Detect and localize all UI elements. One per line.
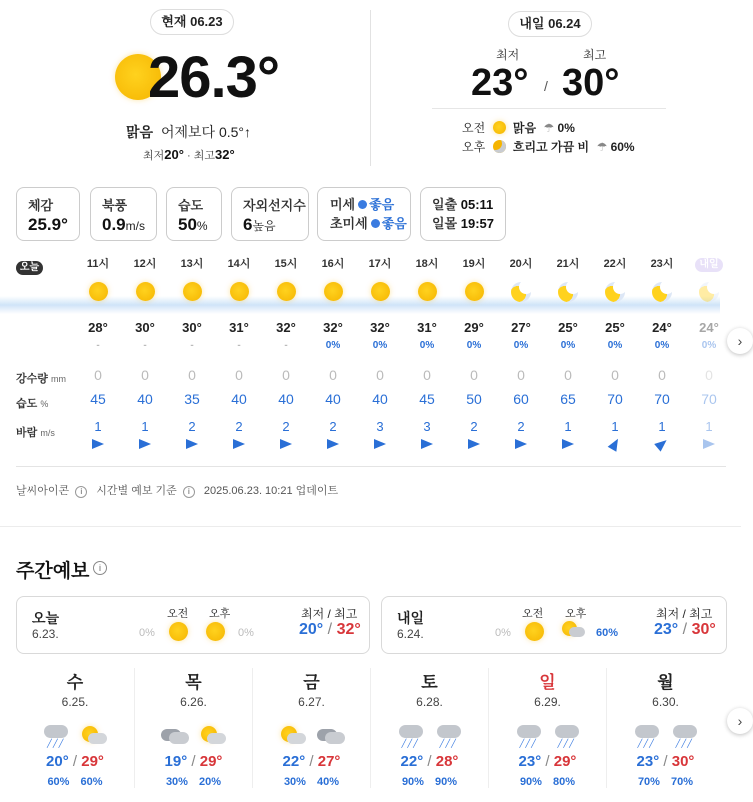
chevron-right-icon: › [737, 713, 743, 729]
divider [16, 466, 726, 467]
hour-pop: 0% [372, 340, 388, 351]
weekday-label: 수 [66, 673, 84, 692]
hour-rain: 0 [376, 367, 384, 383]
weekday-date: 6.25. [61, 695, 89, 709]
hour-label: 22시 [603, 258, 627, 270]
hour-rain: 0 [611, 367, 619, 383]
hour-label: 21시 [556, 258, 580, 270]
hour-column [592, 256, 638, 456]
tomorrow-max-label: 최고 [583, 48, 607, 62]
hour-pop: 0% [607, 340, 623, 351]
hour-wind: 2 [188, 419, 196, 434]
chip-unit: m/s [125, 219, 145, 233]
hour-humidity: 40 [325, 391, 341, 407]
weekly-title: 주간예보 [16, 561, 90, 582]
sunset-label: 일몰 [432, 216, 458, 231]
hour-column [498, 256, 544, 456]
hour-wind: 3 [376, 419, 384, 434]
hour-wind: 3 [423, 419, 431, 434]
hour-humidity: 65 [560, 391, 576, 407]
weekly-today-card[interactable]: 오늘 6.23. 오전 오후 0% 0% 최저 / 최고 20° / 32° [16, 596, 370, 654]
moon-icon [511, 282, 531, 302]
hour-temp: 32° [276, 320, 296, 335]
hour-rain: 0 [141, 367, 149, 383]
tomorrow-max: 30° [562, 62, 620, 104]
weekly-day-column[interactable]: 토 6.28. ╱╱╱ ╱╱╱ 22° / 28° 90% 90% [370, 668, 488, 788]
ultrafine-dust-label: 초미세 [330, 216, 368, 231]
range-label: 최저 / 최고 [301, 607, 358, 621]
info-chip-0[interactable] [16, 187, 80, 241]
tomorrow-min: 23° [471, 62, 529, 104]
weekly-day-column[interactable]: 목 6.26. 19° / 29° 30% 20% [134, 668, 252, 788]
wind-direction-icon [374, 439, 386, 449]
sun-icon [465, 282, 484, 301]
hour-column [639, 256, 685, 456]
pm-pop: 0% [238, 627, 254, 639]
hour-pop: - [284, 340, 288, 351]
hour-wind: 1 [94, 419, 102, 434]
sun-icon [206, 622, 225, 641]
chip-value: 0.9 [102, 215, 126, 234]
chip-title: 자외선지수 [243, 198, 306, 213]
hour-temp: 32° [323, 320, 343, 335]
hour-label: 13시 [180, 258, 204, 270]
am-label: 오전 [462, 121, 486, 135]
max-label: 최고 [193, 150, 215, 162]
humidity-row-label: 습도 % [16, 398, 49, 410]
chip-unit: 높음 [252, 219, 276, 233]
hour-label: 19시 [462, 258, 486, 270]
weekday-date: 6.28. [416, 695, 443, 709]
info-chip-2[interactable] [166, 187, 222, 241]
update-time: 2025.06.23. 10:21 업데이트 [203, 485, 339, 497]
hour-temp: 27° [511, 320, 531, 335]
pm-condition: 흐리고 가끔 비 [512, 140, 590, 154]
status-dot-icon [371, 219, 380, 228]
hour-pop: 0% [513, 340, 529, 351]
rain-icon: ╱╱╱ [633, 723, 661, 749]
wind-direction-icon [139, 439, 151, 449]
hour-pop: 0% [560, 340, 576, 351]
moon-icon [652, 282, 672, 302]
am-label: 오전 [522, 608, 544, 620]
hour-humidity: 40 [278, 391, 294, 407]
hour-humidity: 40 [372, 391, 388, 407]
week-min: 20° [46, 753, 69, 770]
slash: / [544, 78, 548, 94]
sunrise-label: 일출 [432, 197, 458, 212]
week-min: 23° [654, 621, 679, 638]
hour-wind: 1 [611, 419, 619, 434]
forecast-basis: 시간별 예보 기준 [96, 485, 177, 497]
hour-wind: 2 [329, 419, 337, 434]
date-label: 6.23. [32, 627, 59, 641]
hour-rain: 0 [517, 367, 525, 383]
am-label: 오전 [167, 608, 189, 620]
info-chip-1[interactable] [90, 187, 157, 241]
current-summary [126, 122, 251, 142]
rain-icon: ╱╱╱ [671, 723, 699, 749]
pm-pop: 90% [435, 776, 458, 788]
hour-temp: 24° [652, 320, 672, 335]
umbrella-icon: ☂ [543, 121, 555, 135]
sun-icon [183, 282, 202, 301]
hour-column [357, 256, 403, 456]
hour-humidity: 40 [231, 391, 247, 407]
chip-title: 습도 [178, 198, 204, 213]
moon-icon [605, 282, 625, 302]
week-min: 19° [164, 753, 188, 770]
hour-wind: 2 [282, 419, 290, 434]
current-condition: 맑음 [126, 124, 154, 140]
sun-icon [525, 622, 544, 641]
pm-pop: 70% [671, 776, 694, 788]
current-temperature: 26.3° [148, 45, 280, 110]
weekday-date: 6.29. [534, 695, 561, 709]
hour-temp: 25° [558, 320, 578, 335]
info-icon[interactable]: i [75, 486, 87, 498]
cloudy-icon [161, 723, 189, 749]
min-label: 최저 [143, 150, 165, 162]
hour-rain: 0 [423, 367, 431, 383]
hour-column [545, 256, 591, 456]
partly-sunny-icon [279, 723, 307, 749]
sun-icon [493, 121, 506, 134]
hour-column [310, 256, 356, 456]
cloudy-icon [317, 723, 345, 749]
chip-value: 25.9° [28, 215, 68, 234]
today-min: 20° [164, 147, 184, 162]
today-max: 32° [214, 147, 235, 162]
hour-rain: 0 [235, 367, 243, 383]
hour-temp: 28° [88, 320, 108, 335]
hour-temp: 32° [370, 320, 390, 335]
weekday-label: 목 [185, 673, 202, 692]
hour-column [75, 256, 121, 456]
weekly-next-button[interactable] [727, 708, 753, 734]
hour-humidity: 70 [701, 391, 717, 407]
hour-pop: - [190, 340, 194, 351]
rain-icon: ╱╱╱ [515, 723, 543, 749]
am-pop: 60% [47, 776, 70, 788]
hour-rain: 0 [188, 367, 196, 383]
hour-temp: 25° [605, 320, 625, 335]
hour-temp: 31° [417, 320, 437, 335]
chip-value: 50 [178, 215, 197, 234]
moon-icon [558, 282, 578, 302]
sun-icon [324, 282, 343, 301]
sunrise-time: 05:11 [460, 197, 494, 212]
hour-column [122, 256, 168, 456]
wind-direction-icon [280, 439, 292, 449]
hour-humidity: 40 [137, 391, 153, 407]
hour-label: 18시 [415, 258, 439, 270]
hour-rain: 0 [329, 367, 337, 383]
wind-direction-icon [421, 439, 433, 449]
sun-icon [169, 622, 188, 641]
day-label: 내일 [397, 610, 425, 626]
wind-direction-icon [703, 439, 715, 449]
hour-label: 11시 [86, 258, 110, 270]
update-info [16, 482, 338, 498]
hour-temp: 30° [135, 320, 155, 335]
tomorrow-date-pill: 내일 06.24 [508, 11, 592, 37]
hour-pop: - [237, 340, 241, 351]
am-pop: 30% [165, 776, 188, 788]
partly-cloudy-rain-icon [562, 619, 586, 643]
wind-row-label: 바람 m/s [16, 427, 55, 439]
rain-icon: ╱╱╱ [42, 723, 70, 749]
weekday-label: 일 [539, 673, 556, 692]
week-min: 20° [299, 621, 324, 638]
wind-direction-icon [515, 439, 527, 449]
week-min: 23° [636, 753, 660, 770]
week-min: 23° [518, 753, 542, 770]
hour-humidity: 50 [466, 391, 482, 407]
am-pop: 0% [495, 627, 511, 639]
hour-label: 16시 [321, 258, 345, 270]
hour-temp: 31° [229, 320, 249, 335]
partly-sunny-icon [199, 723, 227, 749]
moon-icon [699, 282, 719, 302]
pm-pop: 80% [553, 776, 576, 788]
sun-icon [418, 282, 437, 301]
hour-humidity: 70 [654, 391, 670, 407]
hour-wind: 1 [705, 419, 713, 434]
am-pop: 70% [637, 776, 660, 788]
info-icon[interactable]: i [93, 561, 107, 575]
hourly-next-button[interactable] [727, 328, 753, 354]
hour-rain: 0 [705, 367, 713, 383]
hour-label: 17시 [368, 258, 392, 270]
hour-rain: 0 [658, 367, 666, 383]
week-max: 28° [435, 753, 459, 770]
pm-pop: 40% [317, 776, 340, 788]
sun-icon [371, 282, 390, 301]
sunset-time: 19:57 [460, 216, 494, 231]
current-date-pill: 현재 06.23 [150, 9, 234, 35]
hour-wind: 1 [564, 419, 572, 434]
status-dot-icon [358, 200, 367, 209]
hour-wind: 2 [470, 419, 478, 434]
fine-dust-value: 좋음 [369, 197, 395, 212]
hour-column [686, 256, 732, 456]
hour-column [216, 256, 262, 456]
tomorrow-am [462, 118, 575, 138]
hour-label: 20시 [509, 258, 533, 270]
sun-icon [89, 282, 108, 301]
hour-rain: 0 [564, 367, 572, 383]
hour-wind: 2 [235, 419, 243, 434]
sunrise-sunset-chip[interactable] [420, 187, 506, 241]
hour-pop: 0% [466, 340, 482, 351]
fine-dust-label: 미세 [330, 197, 356, 212]
pm-label: 오후 [565, 608, 587, 620]
hour-wind: 2 [517, 419, 525, 434]
today-badge: 오늘 [16, 261, 43, 275]
hour-column [169, 256, 215, 456]
chip-title: 체감 [28, 198, 54, 213]
dust-chip[interactable] [317, 187, 411, 241]
pm-pop: 60% [80, 776, 103, 788]
date-label: 6.24. [397, 627, 424, 641]
am-condition: 맑음 [512, 121, 537, 135]
range-label: 최저 / 최고 [656, 607, 713, 621]
hour-pop: - [143, 340, 147, 351]
hour-pop: 0% [419, 340, 435, 351]
hour-temp: 29° [464, 320, 484, 335]
weather-icon-guide[interactable]: 날씨아이콘 [16, 485, 70, 497]
am-pop: 90% [519, 776, 542, 788]
rain-icon: ╱╱╱ [397, 723, 425, 749]
wind-direction-icon [468, 439, 480, 449]
tomorrow-pm [462, 137, 635, 157]
wind-direction-icon [654, 436, 670, 451]
week-max: 29° [199, 753, 223, 770]
chip-unit: % [196, 219, 208, 233]
chip-value: 6 [243, 215, 253, 234]
wind-direction-icon [233, 439, 245, 449]
chevron-right-icon: › [737, 333, 743, 349]
hour-pop: 0% [654, 340, 670, 351]
hour-label: 14시 [227, 258, 251, 270]
hour-rain: 0 [94, 367, 102, 383]
yesterday-compare: 어제보다 0.5°↑ [160, 124, 251, 140]
divider [432, 108, 666, 109]
hour-rain: 0 [470, 367, 478, 383]
am-pop: 0% [139, 627, 155, 639]
weekday-label: 금 [303, 673, 320, 692]
hour-humidity: 35 [184, 391, 200, 407]
week-max: 32° [336, 621, 361, 638]
weekly-day-column[interactable]: 월 6.30. ╱╱╱ ╱╱╱ 23° / 30° 70% 70% [606, 668, 724, 788]
am-pop: 90% [401, 776, 424, 788]
info-icon[interactable]: i [183, 486, 195, 498]
hour-humidity: 70 [607, 391, 623, 407]
hour-column [404, 256, 450, 456]
chip-title: 북풍 [102, 198, 128, 213]
week-min: 22° [400, 753, 424, 770]
hour-label: 15시 [274, 258, 298, 270]
hour-column [263, 256, 309, 456]
hour-column [451, 256, 497, 456]
today-min-max: 최저20° · 최고32° [143, 147, 235, 162]
wind-direction-icon [186, 439, 198, 449]
wind-direction-icon [92, 439, 104, 449]
ultrafine-dust-value: 좋음 [381, 216, 407, 231]
hour-humidity: 45 [419, 391, 435, 407]
week-max: 27° [317, 753, 341, 770]
am-rain: 0% [557, 121, 575, 135]
wind-direction-icon [608, 436, 623, 451]
hour-humidity: 45 [90, 391, 106, 407]
week-max: 29° [553, 753, 577, 770]
weekday-date: 6.30. [652, 695, 679, 709]
week-max: 30° [671, 753, 695, 770]
divider [370, 10, 371, 166]
week-max: 30° [691, 621, 716, 638]
hour-wind: 1 [658, 419, 666, 434]
week-min: 22° [282, 753, 306, 770]
hour-label: 12시 [133, 258, 157, 270]
sun-icon [277, 282, 296, 301]
pm-pop: 60% [596, 627, 619, 639]
tomorrow-badge: 내일 [695, 258, 722, 272]
wind-direction-icon [327, 439, 339, 449]
week-max: 29° [81, 753, 104, 770]
weekday-date: 6.27. [298, 695, 325, 709]
pm-label: 오후 [209, 608, 231, 620]
partly-sunny-icon [80, 723, 108, 749]
weekly-day-column[interactable]: 수 6.25. ╱╱╱ 20° / 29° 60% 60% [16, 668, 134, 788]
partly-cloudy-icon [493, 140, 506, 153]
weekday-label: 월 [657, 673, 674, 692]
hour-humidity: 60 [513, 391, 529, 407]
pm-label: 오후 [462, 140, 486, 154]
weekly-day-column[interactable]: 금 6.27. 22° / 27° 30% 40% [252, 668, 370, 788]
weekly-day-column[interactable]: 일 6.29. ╱╱╱ ╱╱╱ 23° / 29° 90% 80% [488, 668, 606, 788]
tomorrow-min-label: 최저 [496, 48, 520, 62]
pm-pop: 20% [199, 776, 222, 788]
info-chip-3[interactable] [231, 187, 309, 241]
wind-direction-icon [562, 439, 574, 449]
rain-icon: ╱╱╱ [435, 723, 463, 749]
hour-rain: 0 [282, 367, 290, 383]
hour-pop: 0% [701, 340, 717, 351]
weekday-label: 토 [421, 673, 438, 692]
hour-pop: 0% [325, 340, 341, 351]
pm-rain: 60% [610, 140, 635, 154]
rain-icon: ╱╱╱ [553, 723, 581, 749]
am-pop: 30% [283, 776, 306, 788]
weekday-date: 6.26. [180, 695, 207, 709]
hour-temp: 24° [699, 320, 719, 335]
hour-wind: 1 [141, 419, 149, 434]
weekly-tomorrow-card[interactable]: 내일 6.24. 오전 오후 0% 60% 최저 / 최고 23° / 30° [381, 596, 727, 654]
rain-row-label: 강수량 mm [16, 373, 66, 385]
sun-icon [230, 282, 249, 301]
hour-pop: - [96, 340, 100, 351]
hour-temp: 30° [182, 320, 202, 335]
sun-icon [136, 282, 155, 301]
section-divider [0, 526, 741, 527]
umbrella-icon: ☂ [596, 140, 608, 154]
day-label: 오늘 [32, 610, 60, 626]
hour-label: 23시 [650, 258, 674, 270]
